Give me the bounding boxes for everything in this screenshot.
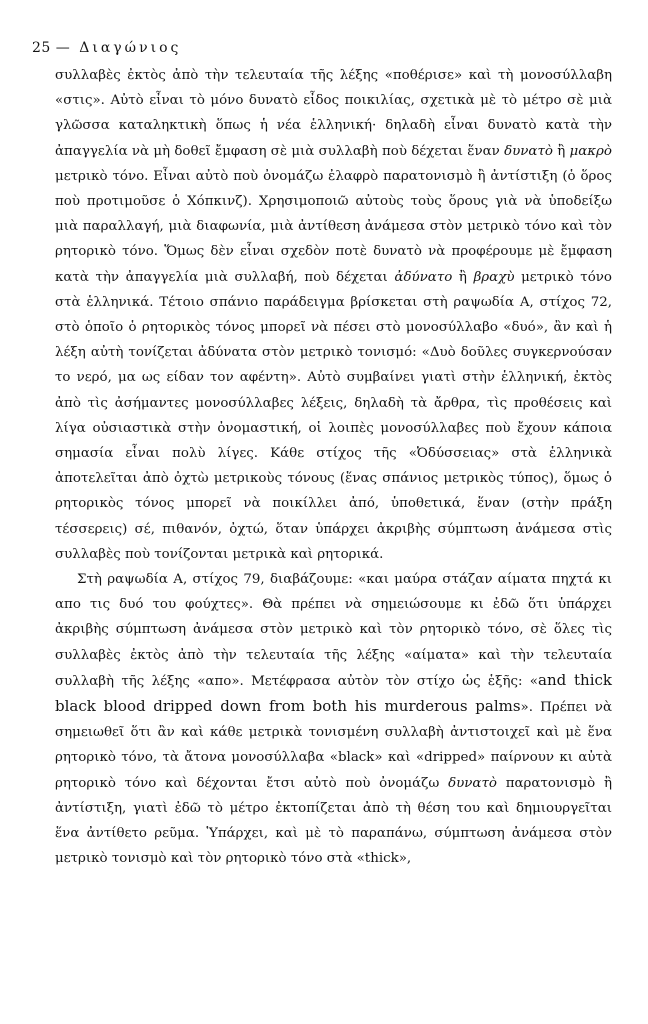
p2-text-b: ». Πρέπει νὰ σημειωθεῖ ὅτι ἂν καὶ κάθε μετρικὰ τονισμένη συλλαβὴ ἀντιστοιχεῖ καὶ μὲ ἕνα ρητορικὸ τόνο, τὰ ἄτονα μονοσύλλαβα «black» καὶ «dripped» παίρνουν κι αὐτὰ ρητορικὸ τόνο καὶ δέχονται ἔτσι αὐτὸ ποὺ ὀνομάζω — [55, 700, 612, 791]
p1-text-c: μετρικὸ τόνο. Εἶναι αὐτὸ ποὺ ὀνομάζω ἐλαφρὸ παρατονισμὸ ἢ ἀντίστιξη (ὁ ὅρος ποὺ προτιμοῦσε ὁ Χόπκινζ). Χρησιμοποιῶ αὐτοὺς τοὺς ὅρους γιὰ νὰ ὑποδείξω μιὰ παραλλαγή, μιὰ διαφωνία, μιὰ ἀντίθεση ἀνάμεσα στὸν μετρικὸ τόνο καὶ τὸν ρητορικὸ τόνο. Ὅμως δὲν εἶναι σχεδὸν ποτὲ δυνατὸ νὰ προφέρουμε μὲ ἔμφαση κατὰ τὴν ἀπαγγελία μιὰ συλλαβή, ποὺ δέχεται — [55, 168, 612, 285]
p2-text-a: Στὴ ραψωδία Α, στίχος 79, διαβάζουμε: «και μαύρα στάζαν αίματα πηχτά κι απο τις δυό του φούχτες». Θὰ πρέπει νὰ σημειώσουμε κι ἐδῶ ὅτι ὑπάρχει ἀκριβὴς σύμπτωση ἀνάμεσα στὸν μετρικὸ καὶ τὸν ρητορικὸ τόνο, σὲ ὅλες τὶς συλλαβὲς ἐκτὸς ἀπὸ τὴν τελευταία τῆς λέξης «αίματα» καὶ τὴν τελευταία συλλαβὴ τῆς λέξης «απο». Μετέφρασα αὐτὸν τὸν στίχο ὡς ἑξῆς: « — [55, 572, 612, 689]
p2-emphasis-1: δυνατὸ — [448, 775, 497, 791]
p2-text-c: παρατονισμὸ ἢ ἀντίστιξη, γιατὶ ἐδῶ τὸ μέτρο ἐκτοπίζεται ἀπὸ τὴ θέση του καὶ δημιουργεῖται ἕνα ἀντίθετο ρεῦμα. Ὑπάρχει, καὶ μὲ τὸ παραπάνω, σύμπτωση ἀνάμεσα στὸν μετρικὸ τονισμὸ καὶ τὸν ρητορικὸ τόνο στὰ «thick», — [55, 775, 612, 867]
header-title: Διαγώνιος — [79, 40, 182, 56]
p1-emphasis-2: μακρὸ — [569, 143, 612, 159]
p1-text-b: ἢ — [552, 143, 570, 159]
p1-text-d: ἢ — [452, 269, 474, 285]
body-text — [55, 63, 612, 872]
p1-text-a: συλλαβὲς ἐκτὸς ἀπὸ τὴν τελευταία τῆς λέξης «ποθέρισε» καὶ τὴ μονοσύλλαβη «στις». Αὐτὸ εἶναι τὸ μόνο δυνατὸ εἶδος ποικιλίας, σχετικὰ μὲ τὸ μέτρο σὲ μιὰ γλῶσσα καταληκτικὴ ὅπως ἡ νέα ἑλληνική· δηλαδὴ εἶναι δυνατὸ κατὰ τὴν ἀπαγγελία νὰ μὴ δοθεῖ ἔμφαση σὲ μιὰ συλλαβὴ ποὺ δέχεται ἕναν — [55, 68, 612, 159]
p1-text-e: μετρικὸ τόνο στὰ ἑλληνικά. Τέτοιο σπάνιο παράδειγμα βρίσκεται στὴ ραψωδία Α, στίχος 72, στὸ ὁποῖο ὁ ρητορικὸς τόνος μπορεῖ νὰ πέσει στὸ μονοσύλλαβο «δυό», ἂν καὶ ἡ λέξη αὐτὴ τονίζεται ἀδύνατα στὸν μετρικὸ τονισμό: «Δυὸ δοῦλες συγκερνούσαν το νερό, μα ως είδαν τον αφέντη». Αὐτὸ συμβαίνει γιατὶ στὴν ἑλληνική, ἐκτὸς ἀπὸ τὶς ἀσήμαντες μονοσύλλαβες λέξεις, δηλαδὴ τὰ ἄρθρα, τὶς προθέσεις καὶ λίγα οὐσιαστικὰ στὴν ὀνομαστική, οἱ λοιπὲς μονοσύλλαβες ποὺ ἔχουν κάποια σημασία εἶναι πολὺ λίγες. Κάθε στίχος τῆς «Ὀδύσσειας» στὰ ἑλληνικὰ ἀποτελεῖται ἀπὸ ὀχτὼ μετρικοὺς τόνους (ἕνας σπάνιος μετρικὸς τύπος), ὅμως ὁ ρητορικὸς τόνος μπορεῖ νὰ ποικίλλει ἀπό, ὑποθετικά, ἕναν (στὴν πράξη τέσσερεις) σέ, πιθανόν, ὀχτώ, ὅταν ὑπάρχει ἀκριβὴς σύμπτωση ἀνάμεσα στὶς συλλαβὲς ποὺ τονίζονται μετρικὰ καὶ ρητορικά. — [55, 269, 612, 562]
paragraph-2 — [55, 567, 612, 871]
p1-emphasis-3: ἀδύνατο — [394, 269, 453, 285]
p1-emphasis-4: βραχὺ — [473, 269, 515, 285]
running-header — [32, 40, 181, 56]
header-separator: — — [55, 40, 71, 56]
paragraph-1 — [55, 63, 612, 567]
p2-english-quote: and thick black blood dripped down from both his murderous palms — [55, 670, 613, 716]
p1-emphasis-1: δυνατὸ — [504, 143, 553, 159]
page-number: 25 — [32, 40, 51, 56]
